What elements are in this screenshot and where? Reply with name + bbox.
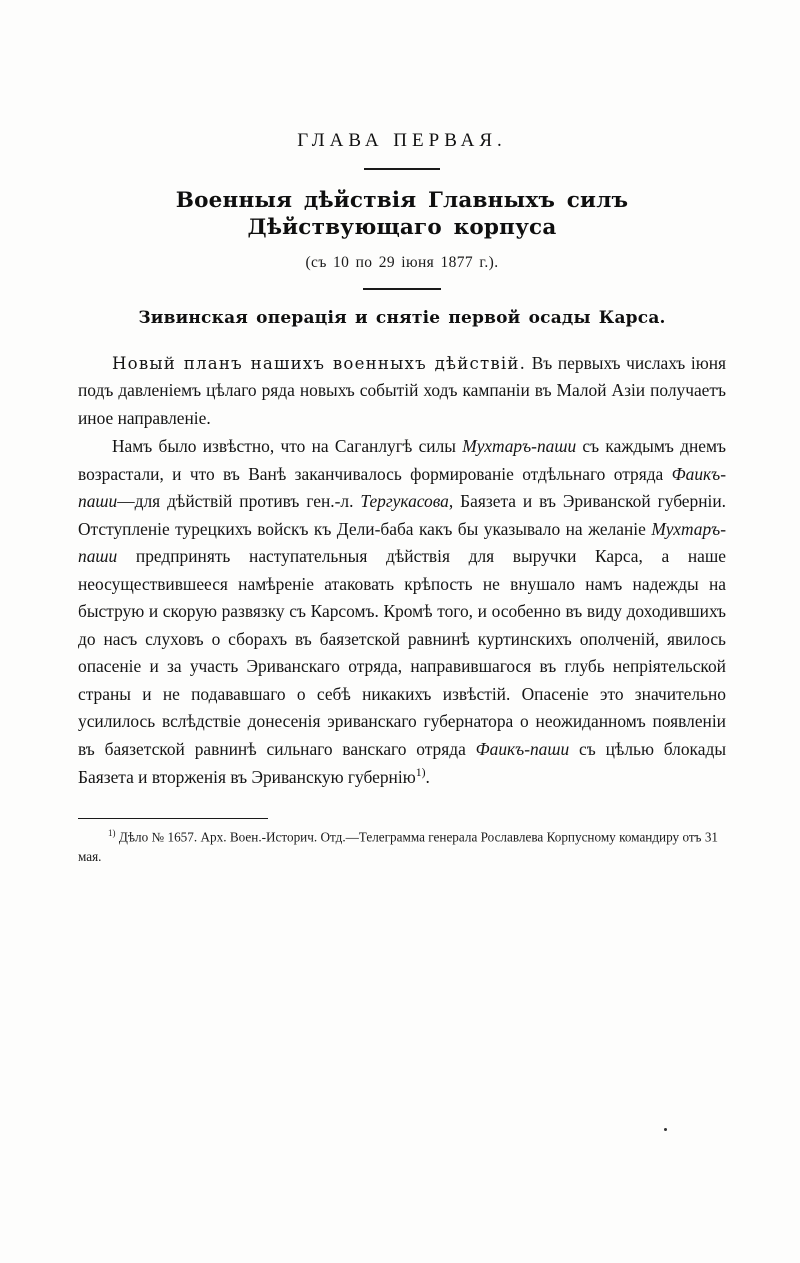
paragraph-1 [78,350,726,433]
footnote-text: Дѣло № 1657. Арх. Воен.-Историч. Отд.—Телеграмма генерала Рославлева Корпусному командиру отъ 31 мая. [78,829,719,865]
heading-subtitle: (съ 10 по 29 іюня 1877 г.). [305,253,499,271]
footnote-reference[interactable]: 1) [415,765,426,780]
footnote-marker: 1) [108,828,116,839]
footnote-divider [78,818,268,820]
page-content [78,130,726,867]
divider-middle [363,288,441,290]
main-heading: Военныя дѣйствія Главныхъ силъ Дѣйствующаго корпуса [175,188,629,240]
divider-top [364,168,440,170]
chapter-title: ГЛАВА ПЕРВАЯ. [297,130,507,151]
footnote [78,827,718,867]
paragraph-1-text: Въ первыхъ числахъ іюня подъ давленіемъ цѣлаго ряда новыхъ событій ходъ кампаніи въ Малой Азіи получаетъ иное направленіе. [78,352,726,428]
paragraph-2: Намъ было извѣстно, что на Саганлугѣ силы Мухтаръ-паши съ каждымъ днемъ возрастали, и что въ Ванѣ заканчивалось формированіе отдѣльнаго отряда Фаикъ-паши—для дѣйствій противъ ген.-л. Тергукасова, Баязета и въ Эриванской губерніи. Отступленіе турецкихъ войскъ къ Дели-баба какъ бы указывало на желаніе Мухтаръ-паши предпринять наступательныя дѣйствія для выручки Карса, а наше неосуществившееся намѣреніе атаковать крѣпость не внушало намъ надежды на быструю и скорую развязку съ Карсомъ. Кромѣ того, и особенно въ виду доходившихъ до насъ слуховъ о сборахъ въ баязетской равнинѣ куртинскихъ ополченій, явилось опасеніе и за участь Эриванскаго отряда, направившагося въ глубь непріятельской страны и не подававшаго о себѣ никакихъ извѣстій. Опасеніе это значительно усилилось вслѣдствіе донесенія эриванскаго губернатора о неожиданномъ появленіи въ баязетской равнинѣ сильнаго ванскаго отряда Фаикъ-паши съ цѣлью блокады Баязета и вторженія въ Эриванскую губернію$^{1)}$. [78,436,727,788]
paragraph-1-leadin: Новый планъ нашихъ военныхъ дѣйствій. [112,353,527,373]
paragraph-2-text: Намъ было извѣстно, что на Саганлугѣ силы Мухтаръ-паши съ каждымъ днемъ возрастали, и что въ Ванѣ заканчивалось формированіе отдѣльнаго отряда Фаикъ-паши—для дѣйствій противъ ген.-л. Тергукасова, Баязета и въ Эриванской губерніи. Отступленіе турецкихъ войскъ къ Дели-баба какъ бы указывало на желаніе Мухтаръ-паши предпринять наступательныя дѣйствія для выручки Карса, а наше неосуществившееся намѣреніе атаковать крѣпость не внушало намъ надежды на быструю и скорую развязку съ Карсомъ. Кромѣ того, и особенно въ виду доходившихъ до насъ слуховъ о сборахъ въ баязетской равнинѣ куртинскихъ ополченій, явилось опасеніе и за участь Эриванскаго отряда, направившагося въ глубь непріятельской страны и не подававшаго о себѣ никакихъ извѣстій. Опасеніе это значительно усилилось вслѣдствіе донесенія эриванскаго губернатора о неожиданномъ появленіи въ баязетской равнинѣ сильнаго ванскаго отряда Фаикъ-паши съ цѣлью блокады Баязета и вторженія въ Эриванскую губернію [78,436,727,788]
page-ink-mark [664,1128,667,1131]
section-heading: Зивинская операція и снятіе первой осады Карса. [138,307,666,328]
